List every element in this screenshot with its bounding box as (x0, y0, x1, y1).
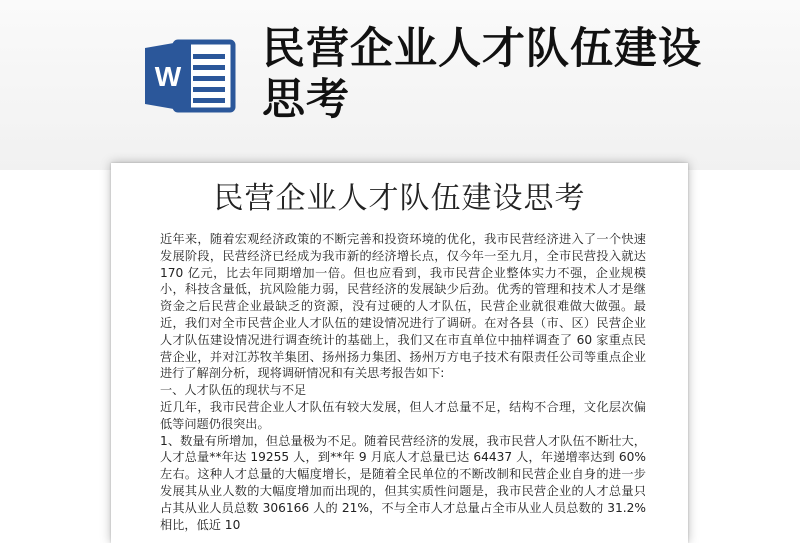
word-icon-letter: W (154, 61, 182, 92)
word-document-icon (143, 36, 239, 116)
section-heading: 一、人才队伍的现状与不足 (160, 383, 307, 398)
document-body (160, 231, 646, 533)
document-preview (111, 163, 688, 543)
paragraph-point-1: 1、数量有所增加，但总量极为不足。随着民营经济的发展，我市民营人才队伍不断壮大，人才总量**年达 19255 人，到**年 9 月底人才总量已达 64437 人，年递增率达到 60%左右。这种人才总量的大幅度增长，是随着全民单位的不断改制和民营企业自身的进一步发展其从业人数的大幅度增加而出现的，但其实质性问题是，我市民营企业的人才总量只占其从业人员总数 306166 人的 21%，不与全市人才总量占全市从业人员总数的 31.2%相比，低近 10 (160, 433, 646, 532)
paragraph-summary: 近几年，我市民营企业人才队伍有较大发展，但人才总量不足，结构不合理，文化层次偏低等问题仍很突出。 (160, 399, 646, 431)
document-title: 民营企业人才队伍建设思考 (213, 181, 586, 216)
page-title: 民营企业人才队伍建设思考 (262, 24, 702, 125)
paragraph-intro: 近年来，随着宏观经济政策的不断完善和投资环境的优化，我市民营经济进入了一个快速发展阶段，民营经济已经成为我市新的经济增长点，仅今年一至九月，全市民营投入就达 170 亿元，比去年同期增加一倍。但也应看到，我市民营企业整体实力不强，企业规模小，科技含量低，抗风险能力弱，民营经济的发展缺少后劲。优秀的管理和技术人才是继资金之后民营企业最缺乏的资源，没有过硬的人才队伍，民营企业就很难做大做强。最近，我们对全市民营企业人才队伍的建设情况进行了调研。在对各县（市、区）民营企业人才队伍建设情况进行调查统计的基础上，我们又在市直单位中抽样调查了 60 家重点民营企业，并对江苏牧羊集团、扬州扬力集团、扬州万方电子技术有限责任公司等重点企业进行了解剖分析，现将调研情况和有关思考报告如下: (160, 232, 646, 381)
